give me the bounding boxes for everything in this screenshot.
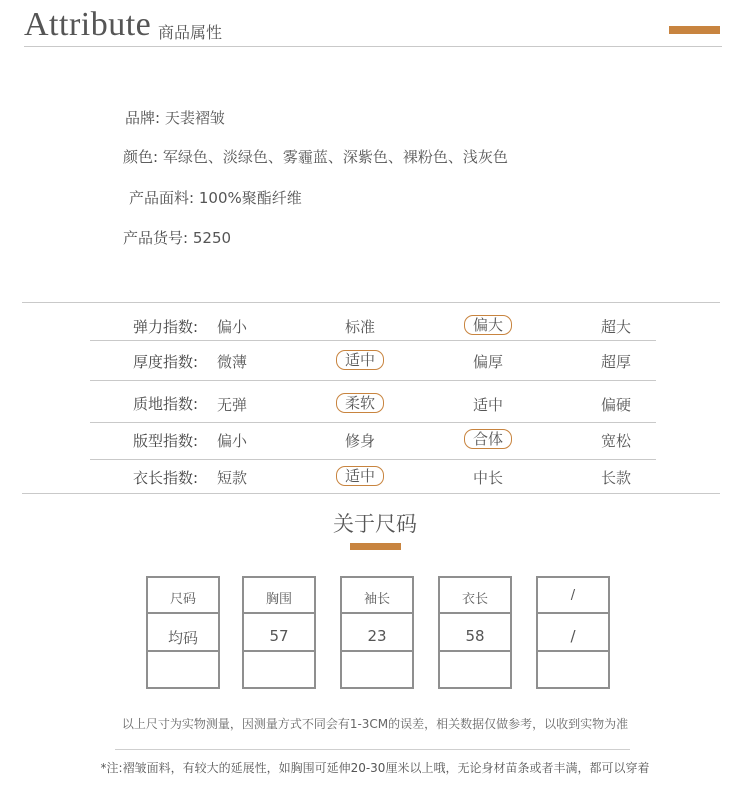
index-option: 中长 <box>472 469 503 487</box>
index-option: 标准 <box>344 318 375 336</box>
size-column-value: 23 <box>367 627 387 645</box>
size-column <box>340 576 414 689</box>
size-cell-divider <box>244 650 314 652</box>
size-column-header: / <box>570 588 576 603</box>
fabric-remark: *注:褶皱面料，有较大的延展性，如胸围可延伸20-30厘米以上哦，无论身材苗条或者丰满，都可以穿着 <box>100 761 650 775</box>
size-cell-divider <box>440 650 510 652</box>
info-brand-value: 天裴褶皱 <box>164 109 225 127</box>
size-cell-divider <box>244 612 314 614</box>
index-option: 偏小 <box>216 318 247 336</box>
size-section-title: 关于尺码 <box>333 512 417 536</box>
index-table-top-border <box>22 302 720 303</box>
index-option: 超厚 <box>600 353 631 371</box>
size-cell-divider <box>148 650 218 652</box>
index-option: 无弹 <box>216 396 247 414</box>
index-option: 偏厚 <box>472 353 503 371</box>
info-colors-value: 军绿色、淡绿色、雾霾蓝、深紫色、裸粉色、浅灰色 <box>162 148 508 166</box>
size-column <box>242 576 316 689</box>
size-column-value: 58 <box>465 627 485 645</box>
size-cell-divider <box>440 612 510 614</box>
size-column-header: 衣长 <box>461 592 488 607</box>
index-option: 偏硬 <box>600 396 631 414</box>
size-cell-divider <box>148 612 218 614</box>
info-sku-label: 产品货号 <box>123 229 184 247</box>
index-option: 超大 <box>600 318 631 336</box>
info-brand: 品牌: 天裴褶皱 <box>125 109 225 127</box>
size-column-value: 57 <box>269 627 289 645</box>
index-label-thickness: 厚度指数: <box>132 353 198 371</box>
info-sku-value: 5250 <box>192 229 232 247</box>
index-label-length: 衣长指数: <box>132 469 198 487</box>
index-label-elasticity: 弹力指数: <box>132 318 198 336</box>
index-label-fit: 版型指数: <box>132 432 198 450</box>
index-option: 长款 <box>600 469 631 487</box>
index-option: 宽松 <box>600 432 631 450</box>
info-fabric-value: 100%聚酯纤维 <box>198 189 302 207</box>
info-fabric: 产品面料: 100%聚酯纤维 <box>129 189 302 207</box>
attribute-subtitle: 商品属性 <box>158 23 223 42</box>
note-divider <box>115 749 630 750</box>
index-row-divider <box>90 422 656 423</box>
info-colors-label: 颜色 <box>123 148 154 166</box>
size-column <box>146 576 220 689</box>
index-option: 微薄 <box>216 353 247 371</box>
index-option: 短款 <box>216 469 247 487</box>
index-table-bottom-border <box>22 493 720 494</box>
header-divider <box>24 46 722 47</box>
index-row-divider <box>90 459 656 460</box>
index-option: 适中 <box>472 396 503 414</box>
index-option-selected: 适中 <box>330 467 390 486</box>
size-cell-divider <box>342 612 412 614</box>
index-label-texture: 质地指数: <box>132 395 198 413</box>
info-sku: 产品货号: 5250 <box>123 229 232 247</box>
info-colors: 颜色: 军绿色、淡绿色、雾霾蓝、深紫色、裸粉色、浅灰色 <box>123 148 508 166</box>
size-column <box>438 576 512 689</box>
index-option-selected: 合体 <box>458 430 518 449</box>
size-column-value: 均码 <box>167 629 198 647</box>
size-column-value: / <box>570 627 576 645</box>
size-column-header: 尺码 <box>169 592 196 607</box>
index-row-divider <box>90 380 656 381</box>
size-accent-bar <box>350 543 401 550</box>
size-column-header: 袖长 <box>363 592 390 607</box>
index-row-divider <box>90 340 656 341</box>
index-option: 修身 <box>344 432 375 450</box>
index-option: 偏小 <box>216 432 247 450</box>
attribute-title: Attribute <box>24 6 152 43</box>
index-option-selected: 偏大 <box>458 316 518 335</box>
size-cell-divider <box>538 612 608 614</box>
index-option-selected: 柔软 <box>330 394 390 413</box>
size-measurement-note: 以上尺寸为实物测量，因测量方式不同会有1-3CM的误差，相关数据仅做参考，以收到实物为准 <box>121 717 629 731</box>
index-option-selected: 适中 <box>330 351 390 370</box>
info-brand-label: 品牌 <box>125 109 156 127</box>
header-accent-bar <box>669 26 720 34</box>
size-cell-divider <box>342 650 412 652</box>
size-column-header: 胸围 <box>265 592 292 607</box>
size-cell-divider <box>538 650 608 652</box>
info-fabric-label: 产品面料 <box>129 189 190 207</box>
size-column <box>536 576 610 689</box>
